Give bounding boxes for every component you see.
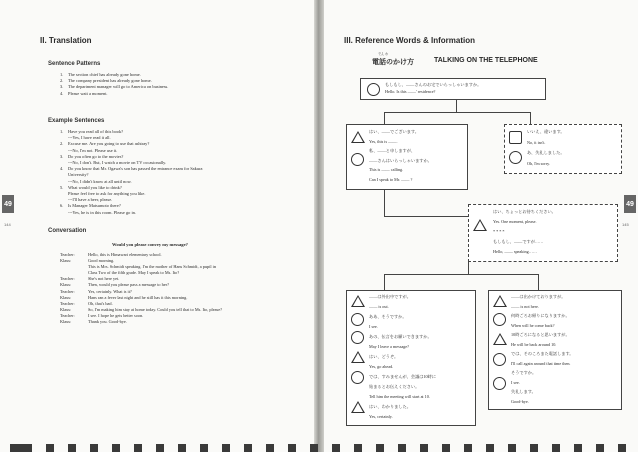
dialogue-line: Yes, certainly.: [369, 414, 393, 419]
caller-face-icon: [493, 353, 506, 366]
footer-block: [574, 444, 582, 452]
speaker: Teacher:: [60, 300, 75, 306]
utterance: Thank you. Good-bye.: [88, 319, 127, 325]
speaker: Teacher:: [60, 288, 75, 294]
footer-block: [508, 444, 516, 452]
dialogue-line: 私、——と申しますが、: [369, 148, 416, 154]
right-page: [324, 0, 638, 440]
footer-block: [618, 444, 626, 452]
item-number: 1.: [60, 129, 64, 134]
utterance: Then, would you please pass a message to her?: [88, 282, 170, 288]
conversation-block: [60, 252, 222, 325]
right-page-number: 145: [622, 222, 629, 227]
speaker: Teacher:: [60, 276, 75, 282]
dialogue-line: I see.: [511, 379, 520, 385]
item-number: 4.: [60, 166, 64, 172]
dialogue-line: Yes. One moment, please.: [493, 219, 537, 224]
dialogue-line: もしもし、——ですが……: [493, 239, 544, 244]
listener-triangle-icon: [351, 295, 365, 307]
connector-line: [538, 274, 539, 290]
section-title-reference: III. Reference Words & Information: [344, 36, 475, 45]
caller-face-icon: [351, 153, 364, 166]
footer-block: [486, 444, 494, 452]
speaker: Klaus:: [60, 258, 72, 264]
item-text: The department manager will go to America on business.: [68, 84, 169, 90]
caller-en: Hello. Is this ——' residence?: [385, 89, 436, 94]
dialogue-line: 何時ごろお帰りになりますか。: [511, 313, 570, 318]
left-page: [0, 0, 314, 440]
listener-triangle-icon: [493, 295, 507, 307]
speaker: Klaus:: [60, 306, 72, 312]
item-text: ---Yes, I have read it all.: [68, 135, 111, 141]
subtitle-en: TALKING ON THE TELEPHONE: [434, 57, 538, 64]
connector-line: [384, 216, 468, 217]
item-text: Excuse me. Are you going to use that ashtray?: [68, 141, 150, 147]
list-item: [60, 91, 168, 97]
speaker: Klaus:: [60, 319, 72, 325]
footer-block: [68, 444, 76, 452]
dialogue-line: ——は外出中ですが。: [369, 294, 411, 299]
utterance: Good morning.: [88, 258, 115, 264]
item-number: 1.: [60, 72, 64, 77]
caller-face-icon: [509, 151, 522, 164]
item-text: Have you read all of this book?: [68, 129, 124, 134]
item-text: The company president has already gone home.: [68, 78, 152, 84]
dialogue-line: This is —— calling.: [369, 167, 404, 173]
speaker: Teacher:: [60, 312, 75, 318]
dialogue-line: ——さんはいらっしゃいますか。: [369, 157, 432, 163]
wrong-number-box: [504, 124, 622, 174]
examples-heading: Example Sentences: [48, 118, 105, 124]
dialogue-line: はい、どうぞ。: [369, 354, 399, 359]
dialogue-line: はい、——でございます。: [369, 129, 419, 134]
item-text: Please feel free to ask for anything you like.: [68, 191, 146, 197]
footer-block: [288, 444, 296, 452]
patterns-heading: Sentence Patterns: [48, 61, 101, 67]
hold-box: [468, 204, 618, 262]
footer-block: [10, 444, 32, 452]
caller-face-icon: [351, 313, 364, 326]
item-text: Is Manager Matsumoto there?: [68, 203, 121, 209]
footer-block: [464, 444, 472, 452]
listener-triangle-icon: [351, 351, 365, 363]
dialogue-line: では、すみませんが、会議は10時に: [369, 374, 437, 379]
conversation-heading: Conversation: [48, 228, 87, 234]
footer-block: [354, 444, 362, 452]
list-item: [60, 210, 202, 216]
dialogue-line: 始まるとお伝えください。: [369, 384, 420, 389]
item-number: 3.: [60, 84, 64, 90]
connector-line: [384, 274, 385, 290]
listener-triangle-icon: [473, 219, 487, 231]
dialogue-line: I see.: [369, 324, 378, 329]
item-text: University?: [68, 172, 89, 178]
item-text: Do you often go to the movies?: [68, 153, 124, 159]
left-tab-number: 49: [2, 195, 14, 213]
dialogue-line: はい、わかりました。: [369, 404, 411, 409]
dialogue-line: ——は出かけておりますが。: [511, 294, 566, 299]
item-number: 5.: [60, 184, 64, 190]
dialogue-line: では、そのころまた電話します。: [511, 351, 574, 356]
dialogue-line: はい、ちょっとお待ちください。: [493, 209, 556, 214]
utterance: She's not here yet.: [88, 276, 120, 282]
patterns-list: [60, 72, 168, 97]
book-spine: [314, 0, 324, 452]
footer-block: [112, 444, 120, 452]
footer-block: [398, 444, 406, 452]
utterance: Class Two of the fifth grade. May I speak to Ms. Ito?: [88, 270, 180, 276]
section-title-translation: II. Translation: [40, 36, 92, 45]
item-text: ---No, I don't. But, I watch a movie on TV occasionally.: [68, 160, 167, 166]
footer-block: [178, 444, 186, 452]
item-text: Do you know that Mr. Ogawa's son has passed the entrance exam for Sakura: [68, 166, 203, 172]
dialogue-line: Hello, —— speaking……: [493, 249, 538, 254]
dialogue-line: When will he come back?: [511, 322, 555, 328]
footer-block: [222, 444, 230, 452]
footer-marks: [0, 440, 638, 452]
listener-triangle-icon: [351, 401, 365, 413]
caller-jp: もしもし、——さんのお宅でいらっしゃいますか。: [385, 82, 482, 87]
item-number: 3.: [60, 153, 64, 159]
dialogue-line: 失礼します。: [511, 389, 536, 394]
conversation-line: [60, 319, 222, 325]
footer-block: [46, 444, 54, 452]
conversation-title: Would you please convey my message?: [112, 242, 188, 247]
item-text: ---Yes, he is in this room. Please go in.: [68, 209, 136, 215]
footer-block: [530, 444, 538, 452]
callback-box: [488, 290, 622, 410]
footer-block: [332, 444, 340, 452]
connector-line: [384, 112, 530, 113]
subtitle-jp: 電話のかけ方: [372, 59, 414, 66]
utterance: This is Mrs. Schmidt speaking. I'm the mother of Hans Schmidt, a pupil in: [88, 264, 216, 270]
dialogue-line: そうですか。: [511, 370, 537, 375]
footer-block: [420, 444, 428, 452]
dialogue-line: Good-bye.: [511, 398, 529, 404]
item-text: ---No, I didn't know at all until now.: [68, 178, 132, 184]
footer-block: [200, 444, 208, 452]
message-box: [346, 290, 476, 426]
caller-face-icon: [351, 371, 364, 384]
item-text: What would you like to drink?: [68, 184, 122, 190]
utterance: So, I'm making him stay at home today. Could you tell that to Ms. Ito, please?: [88, 306, 223, 312]
left-page-number: 144: [4, 222, 11, 227]
connector-line: [384, 274, 538, 275]
footer-block: [310, 444, 318, 452]
utterance: Yes, certainly. What is it?: [88, 288, 132, 294]
connector-line: [384, 190, 385, 216]
utterance: Hello, this is Himawari elementary school.: [88, 252, 162, 257]
utterance: Hans ran a fever last night and he still has it this morning.: [88, 294, 188, 300]
dialogue-line: 10時ごろになると思いますが。: [511, 332, 570, 337]
item-number: 2.: [60, 78, 64, 84]
footer-block: [156, 444, 164, 452]
dialogue-line: ああ、そうですか。: [369, 314, 407, 319]
dialogue-line: May I leave a message?: [369, 344, 409, 349]
right-tab-number: 49: [624, 195, 636, 213]
dialogue-line: —— is out.: [369, 304, 389, 309]
footer-block: [596, 444, 604, 452]
speaker: Teacher:: [60, 252, 75, 257]
item-number: 4.: [60, 90, 64, 96]
dialogue-line: I'll call again around that time then.: [511, 360, 571, 366]
item-text: ---I'll have a beer, please.: [68, 197, 113, 203]
dialogue-line: Yes, go ahead.: [369, 364, 394, 369]
dialogue-line: Can I speak to Mr. —— ?: [369, 177, 413, 182]
caller-face-icon: [351, 331, 364, 344]
footer-block: [90, 444, 98, 452]
dialogue-line: * * * *: [493, 229, 505, 234]
caller-face-icon: [493, 313, 506, 326]
footer-block: [442, 444, 450, 452]
examples-list: [60, 129, 202, 216]
caller-face-icon: [493, 377, 506, 390]
speaker: Klaus:: [60, 294, 72, 300]
connector-line: [456, 100, 457, 112]
footer-block: [266, 444, 274, 452]
footer-block: [552, 444, 560, 452]
connector-line: [468, 262, 469, 274]
footer-block: [134, 444, 142, 452]
dialogue-line: —— is not here.: [511, 303, 539, 309]
square-face-icon: [509, 131, 522, 144]
item-text: The section chief has already gone home.: [68, 72, 141, 77]
footer-block: [376, 444, 384, 452]
dialogue-line: いいえ、違います。: [527, 129, 565, 134]
answer-yes-box: [346, 124, 468, 190]
listener-triangle-icon: [351, 131, 365, 143]
footer-block: [244, 444, 252, 452]
dialogue-line: Yes, this is ——.: [369, 138, 398, 144]
item-number: 2.: [60, 141, 64, 147]
utterance: Oh, that's bad.: [88, 300, 113, 306]
item-number: [60, 210, 68, 216]
subtitle-ruby: でん わ: [378, 52, 389, 56]
item-text: Please wait a moment.: [68, 90, 108, 96]
dialogue-line: He will be back around 10.: [511, 341, 557, 347]
item-number: 6.: [60, 203, 64, 209]
caller-box: [360, 78, 546, 100]
listener-triangle-icon: [493, 333, 507, 345]
dialogue-line: Tell him the meeting will start at 10.: [369, 394, 430, 399]
caller-face-icon: [367, 83, 380, 96]
dialogue-line: Oh, I'm sorry.: [527, 160, 551, 166]
dialogue-line: あの、伝言をお願いできますか。: [369, 334, 432, 339]
speaker: Klaus:: [60, 282, 72, 288]
utterance: I see. I hope he gets better soon.: [88, 312, 144, 318]
item-text: ---No, I'm not. Please use it.: [68, 147, 118, 153]
dialogue-line: No, it isn't.: [527, 139, 546, 145]
dialogue-line: あ、失礼しました。: [527, 150, 565, 155]
